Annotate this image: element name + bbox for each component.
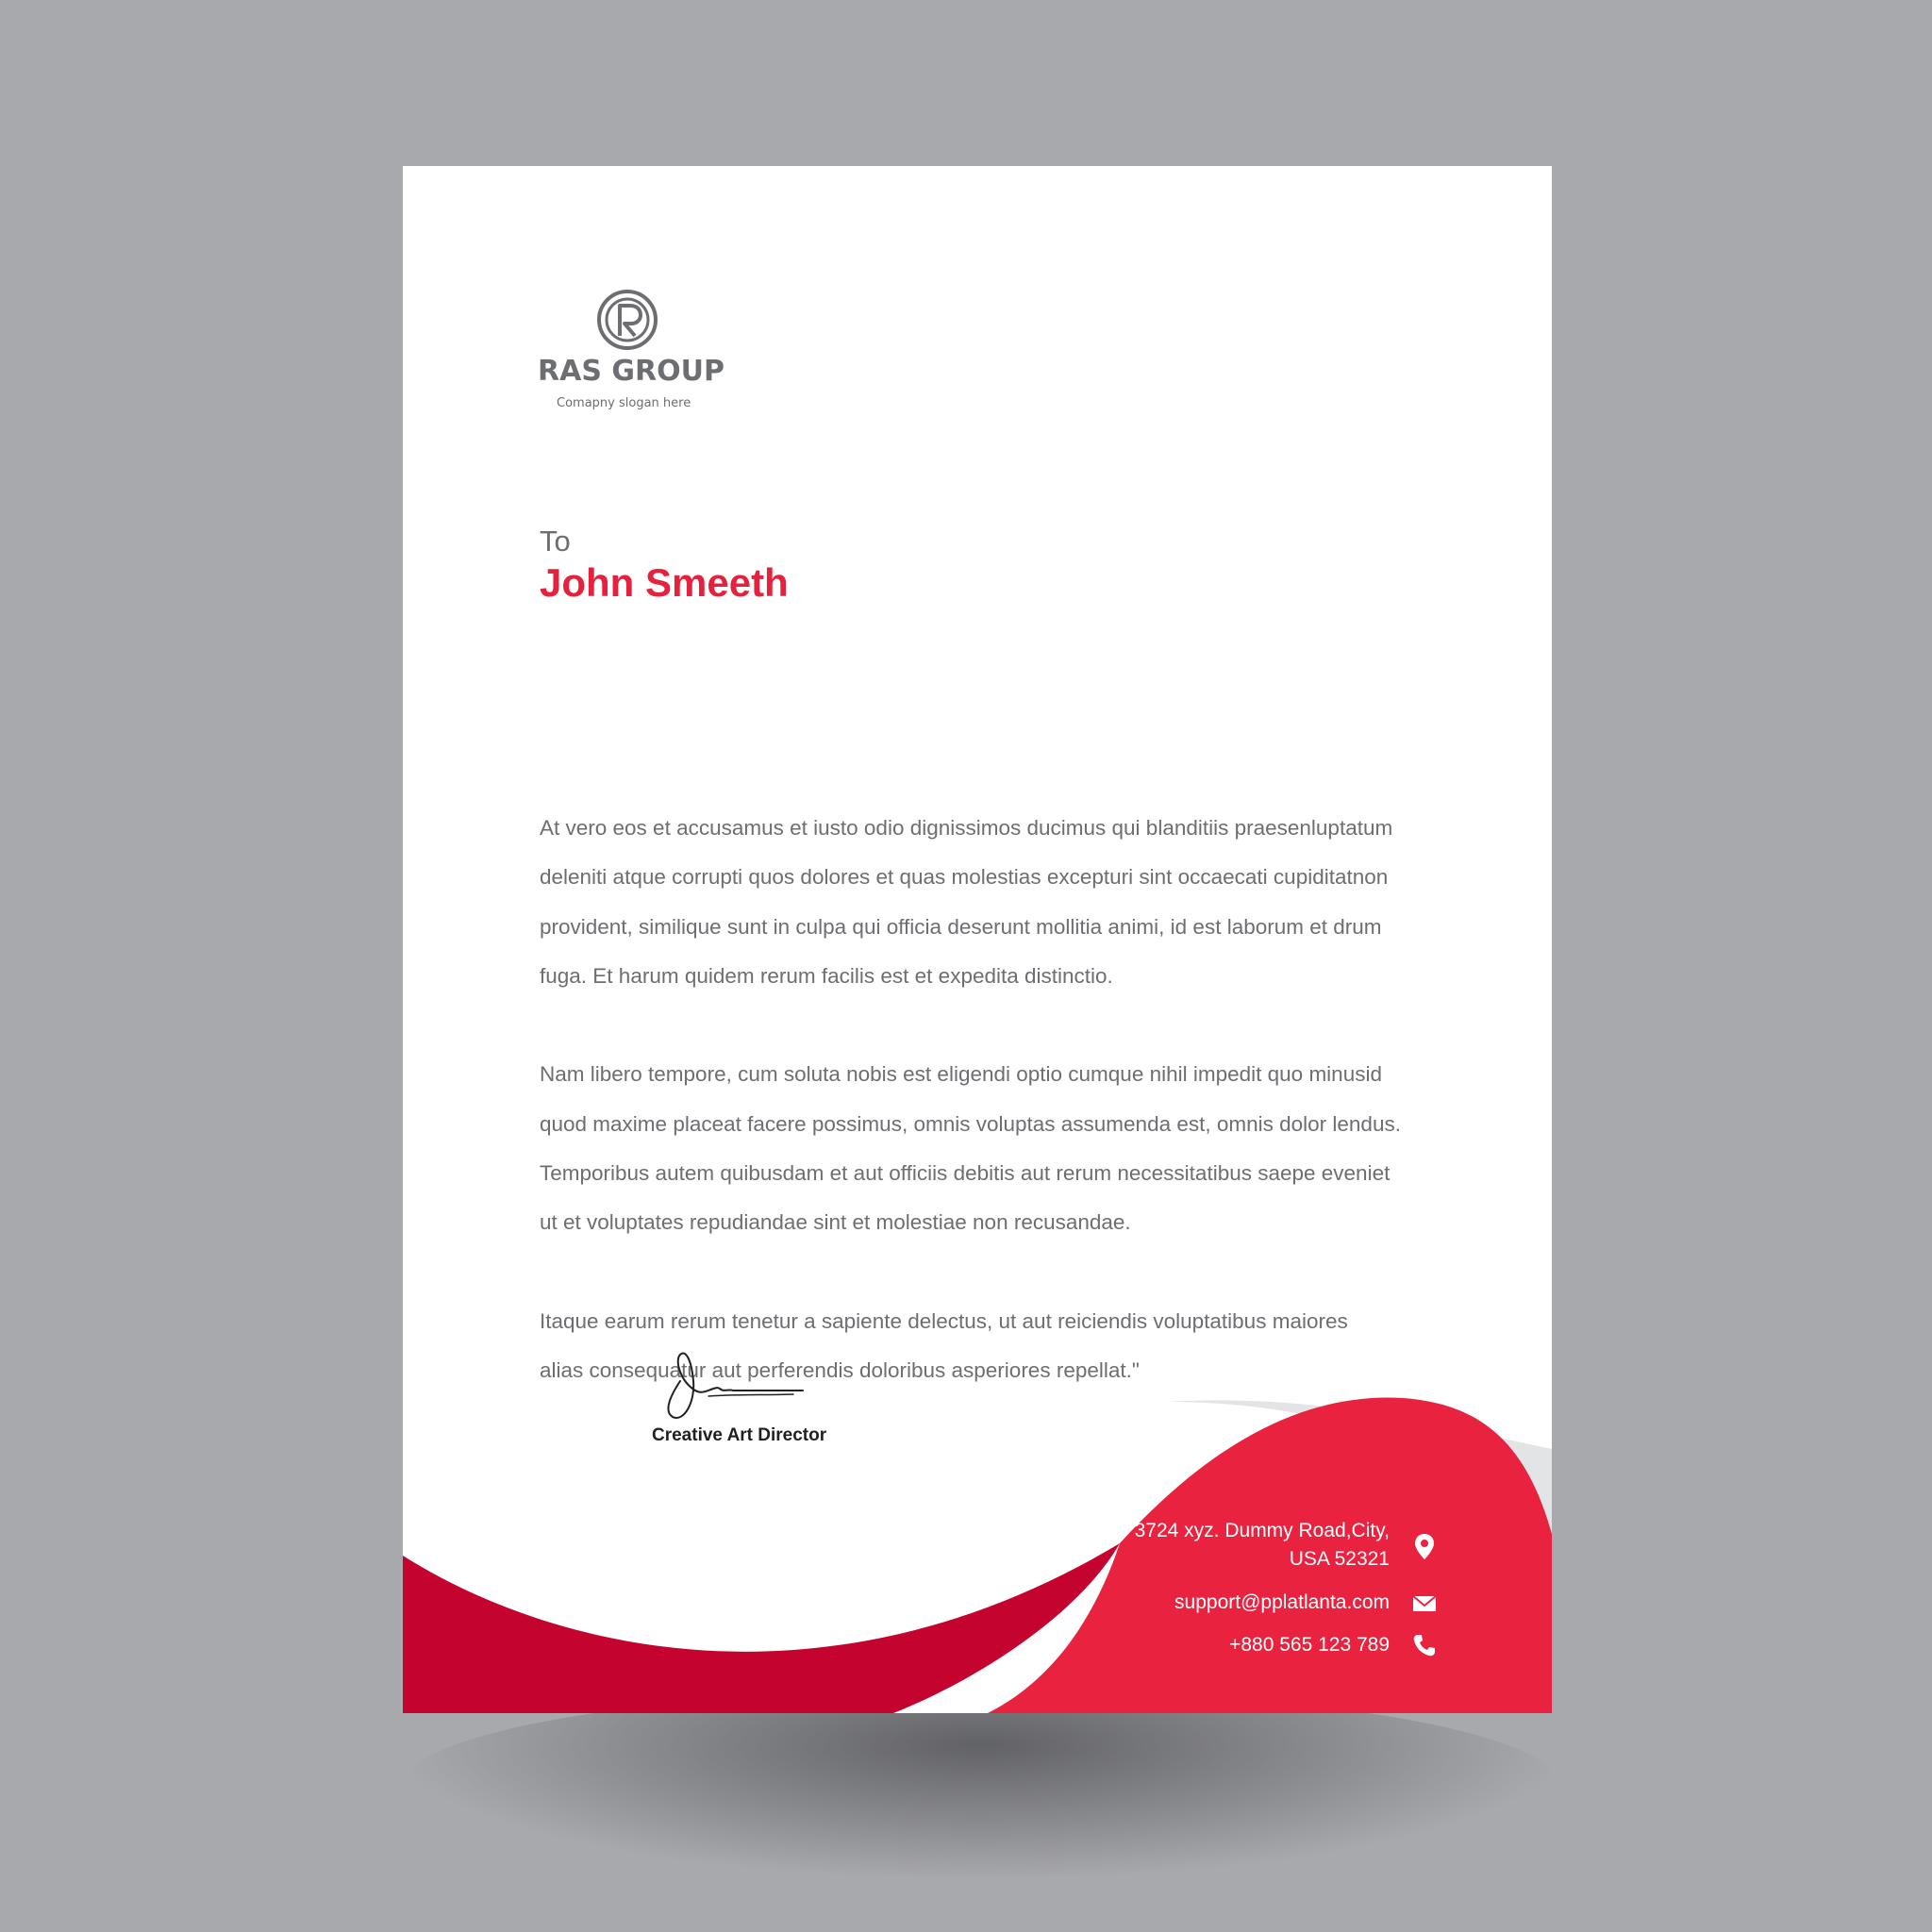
- to-label: To: [540, 525, 571, 558]
- logo-r-mark-icon: [596, 289, 658, 351]
- handwritten-signature: [652, 1343, 812, 1428]
- letterhead-page: [403, 166, 1552, 1713]
- dark-red-wave: [403, 1543, 1120, 1713]
- contact-address: 3724 xyz. Dummy Road,City, USA 52321: [1134, 1520, 1390, 1570]
- phone-icon: [1410, 1631, 1439, 1659]
- contact-email: support@pplatlanta.com: [1174, 1591, 1390, 1613]
- page-shadow: [406, 1689, 1557, 1877]
- company-slogan: Comapny slogan here: [557, 396, 691, 410]
- envelope-icon: [1410, 1589, 1439, 1617]
- recipient-name: John Smeeth: [540, 560, 789, 605]
- location-pin-icon: [1410, 1532, 1439, 1560]
- body-paragraph: At vero eos et accusamus et iusto odio dignissimos ducimus qui blanditiis praesenluptatum deleniti atque corrupti quos dolores et quas molestias excepturi sint occaecati cupiditatnon provident, similique sunt in culpa qui officia deserunt mollitia animi, id est laborum et drum fuga. Et harum quidem rerum facilis est et expedita distinctio.: [540, 816, 1393, 988]
- contact-phone: +880 565 123 789: [1229, 1634, 1390, 1656]
- body-paragraph: Itaque earum rerum tenetur a sapiente delectus, ut aut reiciendis voluptatibus maiores alias consequatur aut perferendis doloribus asperiores repellat.": [540, 1308, 1348, 1383]
- body-paragraph: Nam libero tempore, cum soluta nobis est eligendi optio cumque nihil impedit quo minusid quod maxime placeat facere possimus, omnis voluptas assumenda est, omnis dolor lendus. Temporibus autem quibusdam et aut officiis debitis aut rerum necessitatibus saepe eveniet ut et voluptates repudiandae sint et molestiae non recusandae.: [540, 1062, 1401, 1235]
- signature-title: Creative Art Director: [652, 1425, 827, 1445]
- company-name: RAS GROUP: [538, 355, 724, 388]
